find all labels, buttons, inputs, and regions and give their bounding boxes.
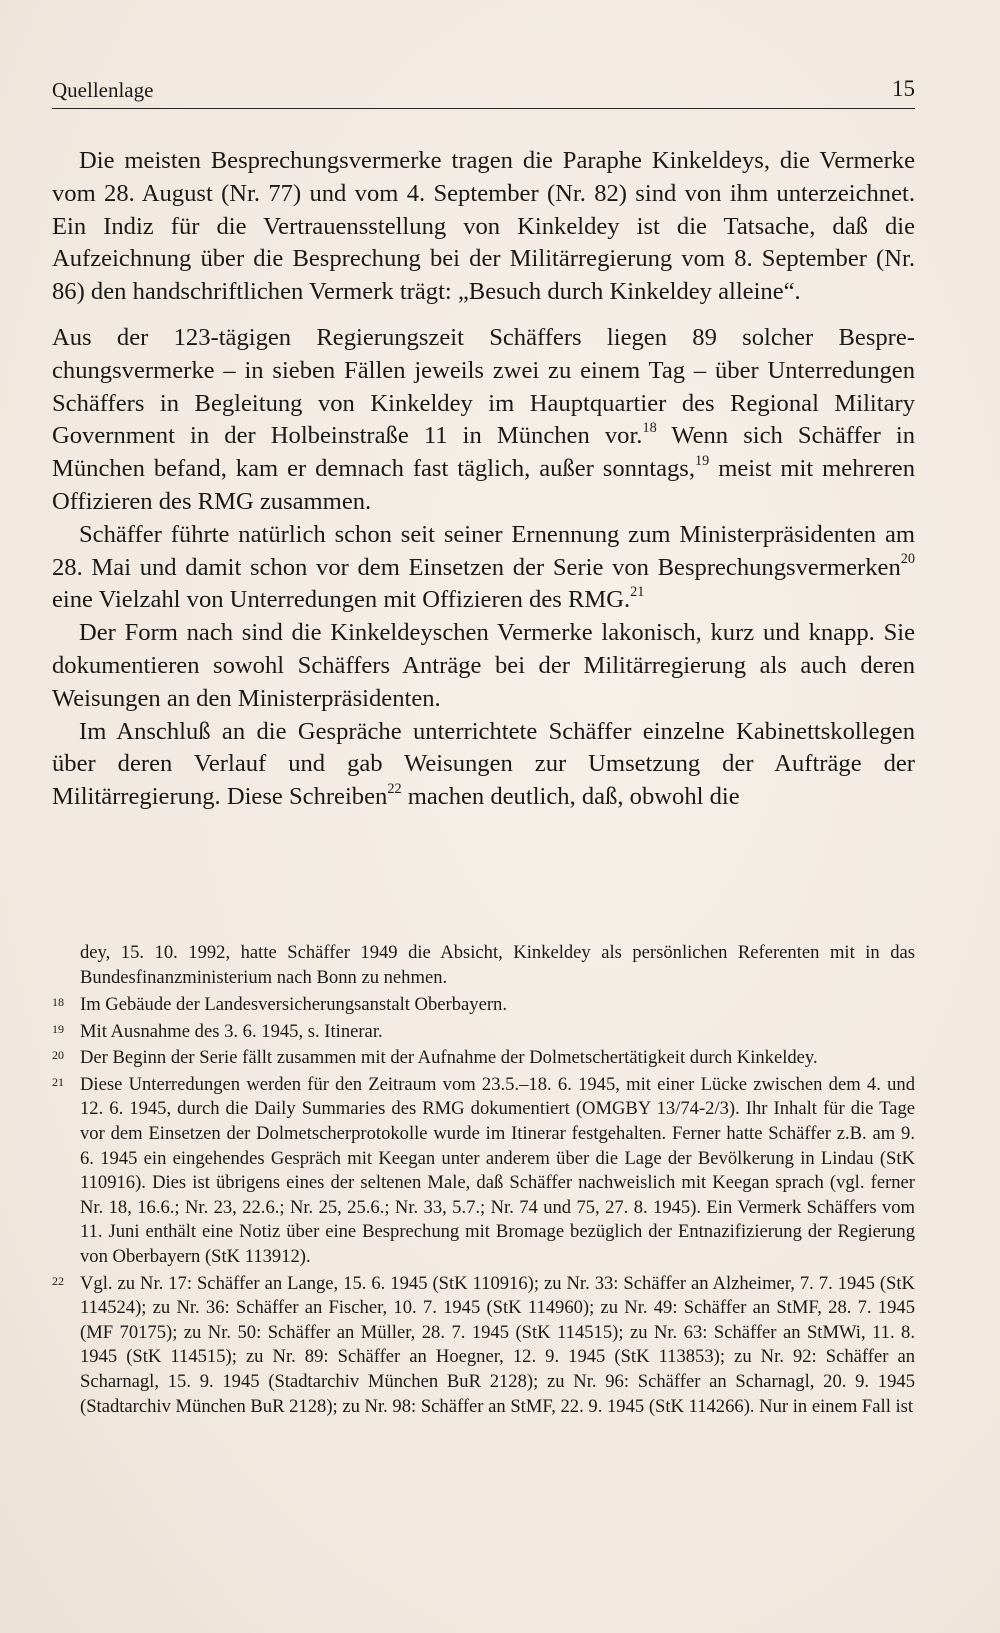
footnote-ref-20: 20 <box>900 551 915 568</box>
footnote-20 <box>52 1046 915 1071</box>
footnote-19 <box>52 1020 915 1045</box>
footnote-text: Vgl. zu Nr. 17: Schäffer an Lange, 15. 6. 1945 (StK 110916); zu Nr. 33: Schäffer an Alzheimer, 7. 7. 1945 (StK 114524); zu Nr. 36: Schäffer an Fischer, 10. 7. 1945 (StK 114960); zu Nr. 49: Schäffer an StMF, 28. 7. 1945 (MF 70175); zu Nr. 50: Schäffer an Müller, 28. 7. 1945 (StK 114515); zu Nr. 63: Schäffer an StMWi, 11. 8. 1945 (StK 114515); zu Nr. 89: Schäffer an Hoegner, 12. 9. 1945 (StK 113853); zu Nr. 92: Schäffer an Scharnagl, 15. 9. 1945 (Stadtarchiv München BuR 2128); zu Nr. 96: Schäffer an Scharnagl, 20. 9. 1945 (Stadtarchiv München BuR 2128); zu Nr. 98: Schäffer an StMF, 22. 9. 1945 (StK 114266). Nur in einem Fall ist <box>80 1272 915 1417</box>
footnote-text: Der Beginn der Serie fällt zusammen mit der Aufnahme der Dolmetschertätigkeit durch Kinkeldey. <box>80 1047 818 1069</box>
footnote-ref-18: 18 <box>642 420 657 437</box>
footnote-text: Diese Unterredungen werden für den Zeitraum vom 23.5.–18. 6. 1945, mit einer Lücke zwischen dem 4. und 12. 6. 1945, durch die Daily Summaries des RMG dokumentiert (OMGBY 13/74-2/3). Ihr Inhalt für die Tage vor dem Einsetzen der Dolmetscherprotokolle wurde im Itinerar festgehalten. Ferner hatte Schäffer z.B. am 9. 6. 1945 ein eingehendes Gespräch mit Keegan unter anderem über die Lage der Bevölkerung in Lindau (StK 110916). Dies ist übrigens eines der seltenen Male, daß Schäffer nachweislich mit Keegan sprach (vgl. ferner Nr. 18, 16.6.; Nr. 23, 22.6.; Nr. 25, 25.6.; Nr. 33, 5.7.; Nr. 74 und 75, 27. 8. 1945). Ein Vermerk Schäffers vom 11. Juni enthält eine Notiz über eine Besprechung mit Bromage bezüglich der Entnazifizierung der Regierung von Oberbayern (StK 113912). <box>80 1073 915 1267</box>
paragraph-2-part-b: Wenn sich Schäffer in München befand, kam er demnach fast täglich, außer sonntags, <box>52 422 916 483</box>
paragraph-5-part-b: machen deutlich, daß, obwohl die <box>401 783 740 811</box>
paragraph-4: Der Form nach sind die Kinkeldeyschen Vermerke lakonisch, kurz und knapp. Sie dokumentieren sowohl Schäffers Anträge bei der Militärregierung als auch deren Weisungen an den Ministerpräsidenten. <box>52 619 915 712</box>
footnote-18 <box>52 993 915 1018</box>
footnote-21 <box>52 1073 915 1270</box>
footnote-number: 22 <box>52 1273 64 1288</box>
footnote-number: 20 <box>52 1048 64 1063</box>
paragraph-3 <box>52 519 915 617</box>
paragraph-2 <box>52 322 915 519</box>
paragraph-3-part-a: Schäffer führte natürlich schon seit seiner Ernennung zum Ministerpräsidenten am 28. Mai und damit schon vor dem Einsetzen der Serie von Besprechungsvermerken <box>52 520 915 581</box>
footnote-number: 21 <box>52 1074 64 1089</box>
footnote-text: Mit Ausnahme des 3. 6. 1945, s. Itinerar. <box>80 1020 383 1042</box>
footnote-text: Im Gebäude der Landesversicherungsanstalt Oberbayern. <box>80 994 507 1015</box>
running-header <box>52 76 915 109</box>
paragraph-2-part-a: Aus der 123-tägigen Regierungszeit Schäffers liegen 89 solcher Besprechungsvermerke – in sieben Fällen jeweils zwei zu einem Tag – über Unterredungen Schäffers in Begleitung von Kinkeldey im Hauptquartier des Regional Military Government in der Holbeinstraße 11 in München vor. <box>52 323 915 450</box>
footnote-continuation: dey, 15. 10. 1992, hatte Schäffer 1949 die Absicht, Kinkeldey als persönlichen Referenten mit in das Bundesfinanzministerium nach Bonn zu nehmen. <box>80 942 915 988</box>
footnote-ref-21: 21 <box>630 584 645 601</box>
paragraph-3-part-b: eine Vielzahl von Unterredungen mit Offizieren des RMG. <box>52 586 631 614</box>
paragraph-5 <box>52 716 915 814</box>
footnote-ref-19: 19 <box>695 452 710 469</box>
paragraph-5-part-a: Im Anschluß an die Gespräche unterrichtete Schäffer einzelne Kabinettskollegen über deren Verlauf und gab Weisungen zur Umsetzung der Aufträge der Militärregierung. Diese Schreiben <box>52 717 915 811</box>
footnote-22 <box>52 1272 915 1420</box>
paragraph-2-part-c: meist mit mehreren Offizieren des RMG zusammen. <box>52 455 915 515</box>
footnotes <box>52 993 915 1421</box>
paragraph-1: Die meisten Besprechungsvermerke tragen die Paraphe Kinkeldeys, die Vermerke vom 28. August (Nr. 77) und vom 4. September (Nr. 82) sind von ihm unterzeichnet. Ein Indiz für die Vertrauensstellung von Kinkeldey ist die Tatsache, daß die Aufzeichnung über die Besprechung bei der Militärregierung vom 8. September (Nr. 86) den handschriftlichen Vermerk trägt: „Besuch durch Kinkeldey alleine“. <box>52 147 915 306</box>
page-number: 15 <box>892 76 915 101</box>
footnote-ref-22: 22 <box>387 780 402 797</box>
section-title: Quellenlage <box>52 78 154 102</box>
footnote-number: 19 <box>52 1021 64 1036</box>
footnote-number: 18 <box>52 995 64 1009</box>
main-text <box>52 145 915 814</box>
